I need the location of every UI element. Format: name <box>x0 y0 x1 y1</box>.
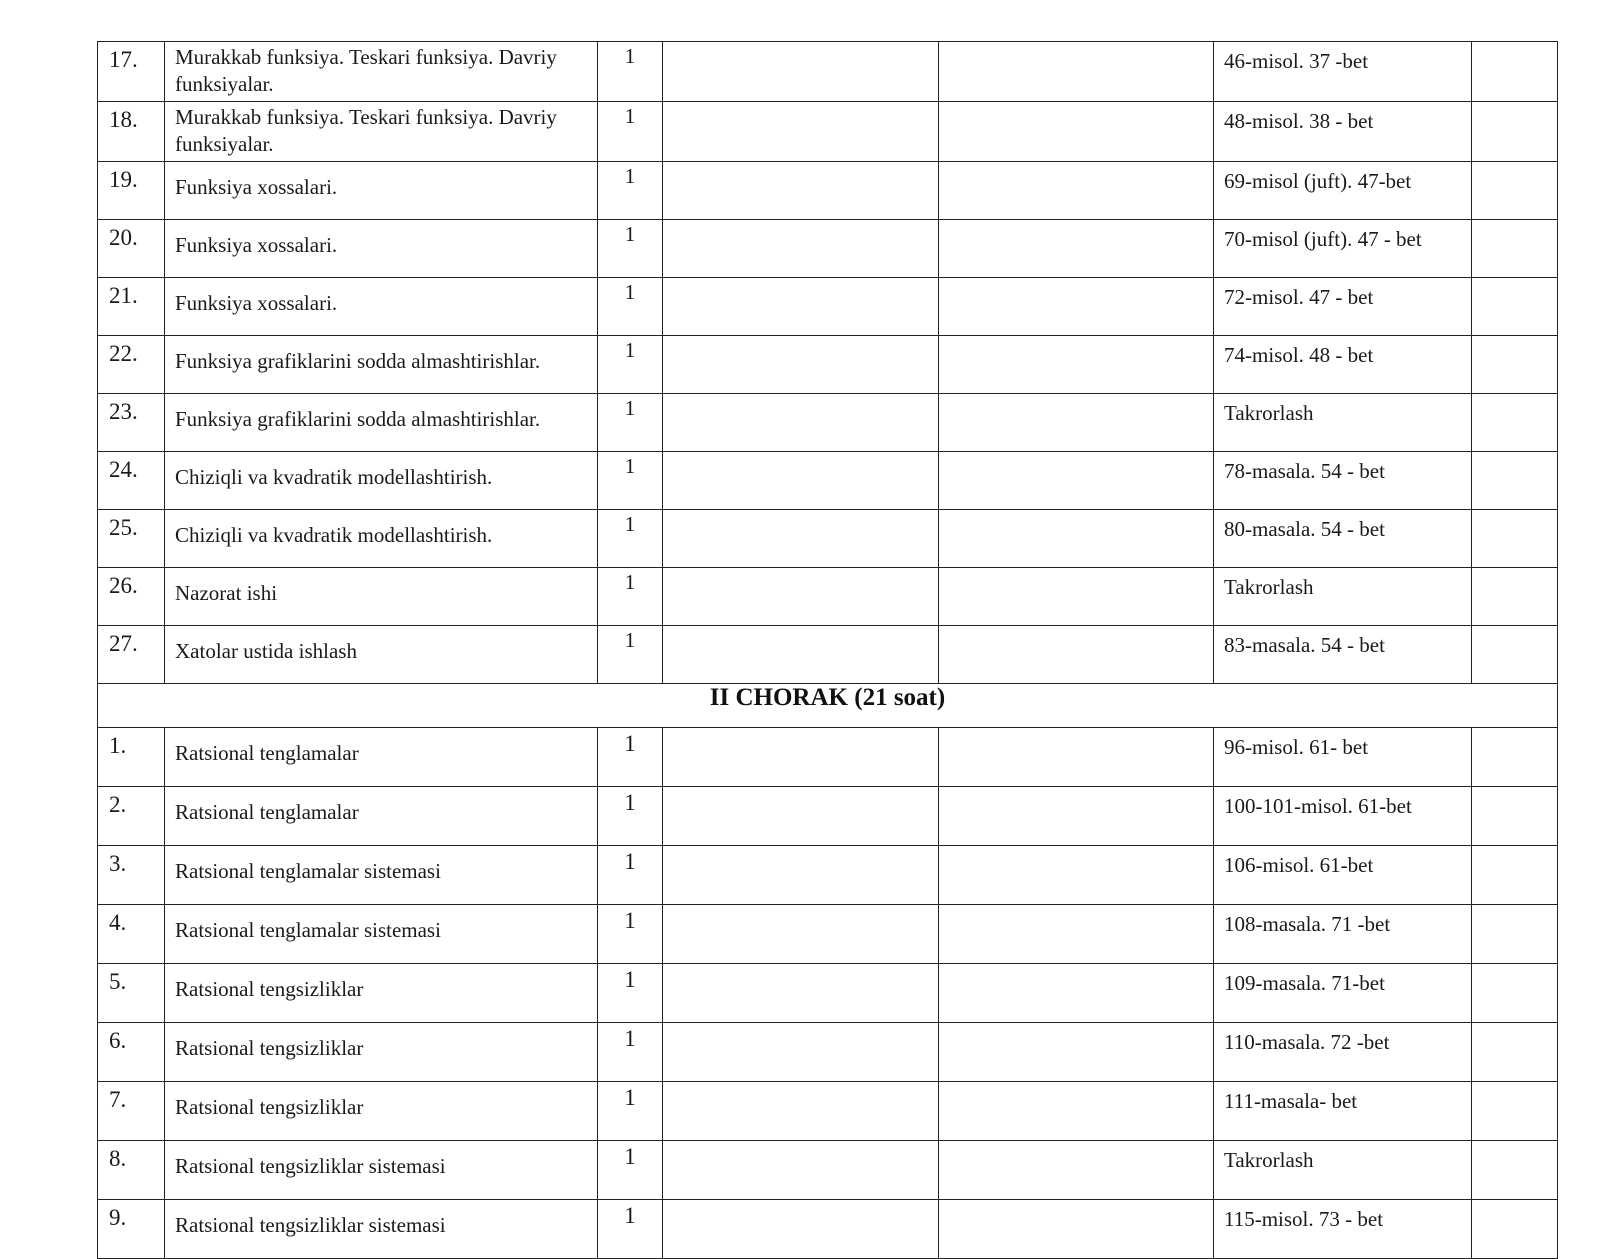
lesson-topic: Funksiya xossalari. <box>165 162 598 220</box>
date-cell <box>939 336 1214 394</box>
homework-cell: 78-masala. 54 - bet <box>1214 452 1472 510</box>
table-row <box>98 1200 1558 1259</box>
date-cell <box>663 510 939 568</box>
table-row <box>98 278 1558 336</box>
date-cell <box>939 728 1214 787</box>
quarter-heading-row <box>98 684 1558 728</box>
date-cell <box>663 1141 939 1200</box>
homework-cell: 74-misol. 48 - bet <box>1214 336 1472 394</box>
table-row <box>98 846 1558 905</box>
homework-cell: Takrorlash <box>1214 394 1472 452</box>
date-cell <box>663 964 939 1023</box>
homework-cell: 106-misol. 61-bet <box>1214 846 1472 905</box>
date-cell <box>663 787 939 846</box>
lesson-hours: 1 <box>598 510 663 568</box>
date-cell <box>939 162 1214 220</box>
lesson-topic: Nazorat ishi <box>165 568 598 626</box>
note-cell <box>1472 626 1558 684</box>
homework-cell: Takrorlash <box>1214 1141 1472 1200</box>
lesson-topic: Ratsional tengsizliklar <box>165 1023 598 1082</box>
table-row <box>98 336 1558 394</box>
lesson-topic: Chiziqli va kvadratik modellashtirish. <box>165 510 598 568</box>
table-row <box>98 568 1558 626</box>
date-cell <box>663 452 939 510</box>
lesson-topic: Funksiya xossalari. <box>165 278 598 336</box>
lesson-topic: Murakkab funksiya. Teskari funksiya. Davriy funksiyalar. <box>165 42 598 102</box>
date-cell <box>663 1023 939 1082</box>
note-cell <box>1472 846 1558 905</box>
homework-cell: 110-masala. 72 -bet <box>1214 1023 1472 1082</box>
note-cell <box>1472 278 1558 336</box>
date-cell <box>663 162 939 220</box>
table-row <box>98 394 1558 452</box>
date-cell <box>939 220 1214 278</box>
lesson-topic: Funksiya grafiklarini sodda almashtirishlar. <box>165 336 598 394</box>
lesson-number: 3. <box>98 846 165 905</box>
note-cell <box>1472 510 1558 568</box>
date-cell <box>663 102 939 162</box>
lesson-number: 7. <box>98 1082 165 1141</box>
table-row <box>98 728 1558 787</box>
homework-cell: 115-misol. 73 - bet <box>1214 1200 1472 1259</box>
homework-cell: 48-misol. 38 - bet <box>1214 102 1472 162</box>
date-cell <box>663 278 939 336</box>
lesson-topic: Chiziqli va kvadratik modellashtirish. <box>165 452 598 510</box>
lesson-hours: 1 <box>598 220 663 278</box>
table-row <box>98 1082 1558 1141</box>
table-row <box>98 102 1558 162</box>
lesson-topic: Funksiya xossalari. <box>165 220 598 278</box>
date-cell <box>663 42 939 102</box>
lesson-number: 1. <box>98 728 165 787</box>
homework-cell: 70-misol (juft). 47 - bet <box>1214 220 1472 278</box>
date-cell <box>663 220 939 278</box>
lesson-number: 9. <box>98 1200 165 1259</box>
lesson-topic: Ratsional tengsizliklar <box>165 1082 598 1141</box>
table-row <box>98 42 1558 102</box>
date-cell <box>939 626 1214 684</box>
note-cell <box>1472 1023 1558 1082</box>
homework-cell: 109-masala. 71-bet <box>1214 964 1472 1023</box>
note-cell <box>1472 102 1558 162</box>
table-row <box>98 787 1558 846</box>
note-cell <box>1472 905 1558 964</box>
homework-cell: 46-misol. 37 -bet <box>1214 42 1472 102</box>
date-cell <box>939 964 1214 1023</box>
table-row <box>98 510 1558 568</box>
lesson-topic: Ratsional tengsizliklar <box>165 964 598 1023</box>
homework-cell: 72-misol. 47 - bet <box>1214 278 1472 336</box>
table-row <box>98 452 1558 510</box>
date-cell <box>939 787 1214 846</box>
date-cell <box>939 452 1214 510</box>
lesson-hours: 1 <box>598 1200 663 1259</box>
date-cell <box>939 846 1214 905</box>
lesson-number: 6. <box>98 1023 165 1082</box>
lesson-topic: Ratsional tengsizliklar sistemasi <box>165 1200 598 1259</box>
date-cell <box>939 905 1214 964</box>
lesson-hours: 1 <box>598 846 663 905</box>
lesson-hours: 1 <box>598 1141 663 1200</box>
lesson-number: 27. <box>98 626 165 684</box>
lesson-hours: 1 <box>598 568 663 626</box>
date-cell <box>939 394 1214 452</box>
lesson-number: 26. <box>98 568 165 626</box>
lesson-hours: 1 <box>598 162 663 220</box>
homework-cell: 108-masala. 71 -bet <box>1214 905 1472 964</box>
lesson-hours: 1 <box>598 728 663 787</box>
date-cell <box>939 102 1214 162</box>
table-row <box>98 626 1558 684</box>
lesson-topic: Ratsional tenglamalar <box>165 787 598 846</box>
table-row <box>98 964 1558 1023</box>
date-cell <box>663 728 939 787</box>
lesson-number: 22. <box>98 336 165 394</box>
note-cell <box>1472 452 1558 510</box>
lesson-hours: 1 <box>598 336 663 394</box>
lesson-plan-body <box>98 42 1558 1259</box>
note-cell <box>1472 1200 1558 1259</box>
lesson-topic: Xatolar ustida ishlash <box>165 626 598 684</box>
lesson-hours: 1 <box>598 1023 663 1082</box>
date-cell <box>663 394 939 452</box>
lesson-hours: 1 <box>598 1082 663 1141</box>
homework-cell: Takrorlash <box>1214 568 1472 626</box>
lesson-number: 20. <box>98 220 165 278</box>
lesson-topic: Ratsional tenglamalar <box>165 728 598 787</box>
table-row <box>98 220 1558 278</box>
homework-cell: 96-misol. 61- bet <box>1214 728 1472 787</box>
note-cell <box>1472 220 1558 278</box>
date-cell <box>939 568 1214 626</box>
lesson-plan-table <box>97 41 1558 1259</box>
homework-cell: 83-masala. 54 - bet <box>1214 626 1472 684</box>
lesson-number: 23. <box>98 394 165 452</box>
date-cell <box>663 1200 939 1259</box>
date-cell <box>939 1200 1214 1259</box>
note-cell <box>1472 568 1558 626</box>
note-cell <box>1472 394 1558 452</box>
lesson-hours: 1 <box>598 787 663 846</box>
table-row <box>98 162 1558 220</box>
lesson-number: 21. <box>98 278 165 336</box>
lesson-number: 8. <box>98 1141 165 1200</box>
date-cell <box>663 905 939 964</box>
lesson-topic: Funksiya grafiklarini sodda almashtirishlar. <box>165 394 598 452</box>
lesson-topic: Murakkab funksiya. Teskari funksiya. Davriy funksiyalar. <box>165 102 598 162</box>
lesson-number: 18. <box>98 102 165 162</box>
date-cell <box>939 1141 1214 1200</box>
date-cell <box>939 510 1214 568</box>
date-cell <box>939 1082 1214 1141</box>
table-row <box>98 1023 1558 1082</box>
lesson-topic: Ratsional tenglamalar sistemasi <box>165 905 598 964</box>
date-cell <box>663 626 939 684</box>
lesson-hours: 1 <box>598 394 663 452</box>
quarter-heading: II CHORAK (21 soat) <box>98 684 1558 728</box>
homework-cell: 111-masala- bet <box>1214 1082 1472 1141</box>
note-cell <box>1472 162 1558 220</box>
date-cell <box>939 1023 1214 1082</box>
lesson-number: 5. <box>98 964 165 1023</box>
table-row <box>98 1141 1558 1200</box>
date-cell <box>663 846 939 905</box>
lesson-number: 19. <box>98 162 165 220</box>
table-row <box>98 905 1558 964</box>
lesson-number: 24. <box>98 452 165 510</box>
date-cell <box>663 1082 939 1141</box>
date-cell <box>939 42 1214 102</box>
date-cell <box>663 568 939 626</box>
note-cell <box>1472 787 1558 846</box>
date-cell <box>663 336 939 394</box>
lesson-topic: Ratsional tengsizliklar sistemasi <box>165 1141 598 1200</box>
homework-cell: 100-101-misol. 61-bet <box>1214 787 1472 846</box>
note-cell <box>1472 964 1558 1023</box>
note-cell <box>1472 1141 1558 1200</box>
lesson-hours: 1 <box>598 452 663 510</box>
lesson-hours: 1 <box>598 278 663 336</box>
lesson-hours: 1 <box>598 42 663 102</box>
lesson-hours: 1 <box>598 905 663 964</box>
lesson-hours: 1 <box>598 964 663 1023</box>
note-cell <box>1472 728 1558 787</box>
date-cell <box>939 278 1214 336</box>
homework-cell: 80-masala. 54 - bet <box>1214 510 1472 568</box>
lesson-number: 25. <box>98 510 165 568</box>
lesson-topic: Ratsional tenglamalar sistemasi <box>165 846 598 905</box>
lesson-hours: 1 <box>598 626 663 684</box>
homework-cell: 69-misol (juft). 47-bet <box>1214 162 1472 220</box>
lesson-number: 2. <box>98 787 165 846</box>
lesson-number: 17. <box>98 42 165 102</box>
note-cell <box>1472 42 1558 102</box>
lesson-hours: 1 <box>598 102 663 162</box>
note-cell <box>1472 1082 1558 1141</box>
lesson-number: 4. <box>98 905 165 964</box>
note-cell <box>1472 336 1558 394</box>
